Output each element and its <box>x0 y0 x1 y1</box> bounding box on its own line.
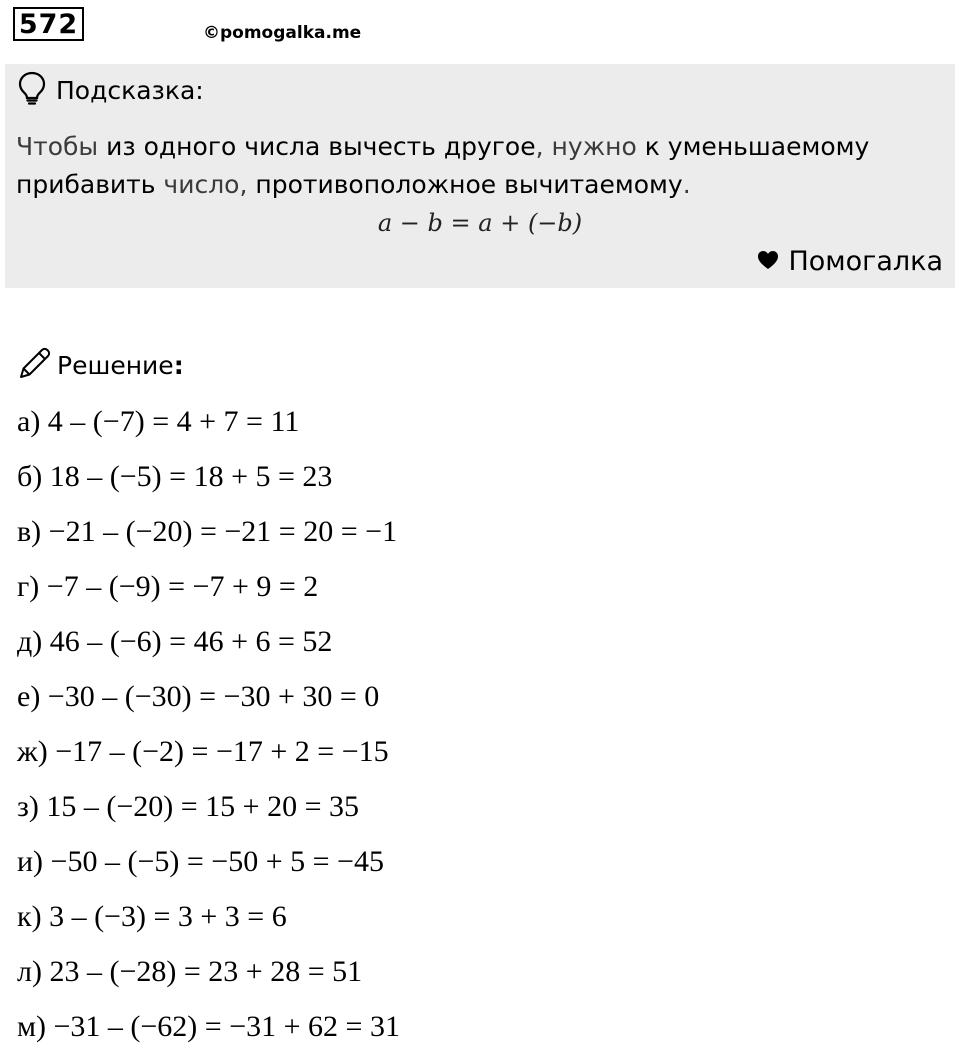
solution-line: в) −21 – (−20) = −21 = 20 = −1 <box>17 515 398 548</box>
solution-header <box>17 345 184 385</box>
solution-line: з) 15 – (−20) = 15 + 20 = 35 <box>17 790 359 823</box>
brand-name: Помогалка <box>788 246 943 277</box>
solution-line: ж) −17 – (−2) = −17 + 2 = −15 <box>17 735 389 768</box>
hint-box <box>5 64 955 288</box>
solution-line: е) −30 – (−30) = −30 + 30 = 0 <box>17 680 380 713</box>
lightbulb-icon <box>18 71 56 109</box>
hint-header <box>18 72 204 108</box>
hint-title: Подсказка: <box>56 75 204 105</box>
task-number: 572 <box>13 7 84 41</box>
solution-line: а) 4 – (−7) = 4 + 7 = 11 <box>17 405 300 438</box>
hint-emphasis: к уменьшаемому прибавить <box>16 132 870 199</box>
solution-line: и) −50 – (−5) = −50 + 5 = −45 <box>17 845 384 878</box>
hint-emphasis: из одного числа вычесть другое <box>106 132 536 161</box>
solution-line: м) −31 – (−62) = −31 + 62 = 31 <box>17 1010 400 1043</box>
hint-text: Чтобы из одного числа вычесть другое, нужно к уменьшаемому прибавить число, противоположное вычитаемому. <box>16 132 870 199</box>
solution-lines <box>17 402 400 1062</box>
heart-icon <box>757 246 788 277</box>
solution-colon: : <box>173 350 184 380</box>
solution-line: б) 18 – (−5) = 18 + 5 = 23 <box>17 460 333 493</box>
hint-emphasis: противоположное вычитаемому <box>255 170 683 199</box>
solution-line: д) 46 – (−6) = 46 + 6 = 52 <box>17 625 333 658</box>
solution-line: к) 3 – (−3) = 3 + 3 = 6 <box>17 900 287 933</box>
solution-title: Решение <box>57 350 174 380</box>
pencil-icon <box>17 345 57 385</box>
solution-line: г) −7 – (−9) = −7 + 9 = 2 <box>17 570 319 603</box>
hint-formula: a − b = a + (−b) <box>377 209 583 237</box>
site-watermark: ©pomogalka.me <box>203 23 362 43</box>
solution-line: л) 23 – (−28) = 23 + 28 = 51 <box>17 955 363 988</box>
brand <box>757 246 943 277</box>
